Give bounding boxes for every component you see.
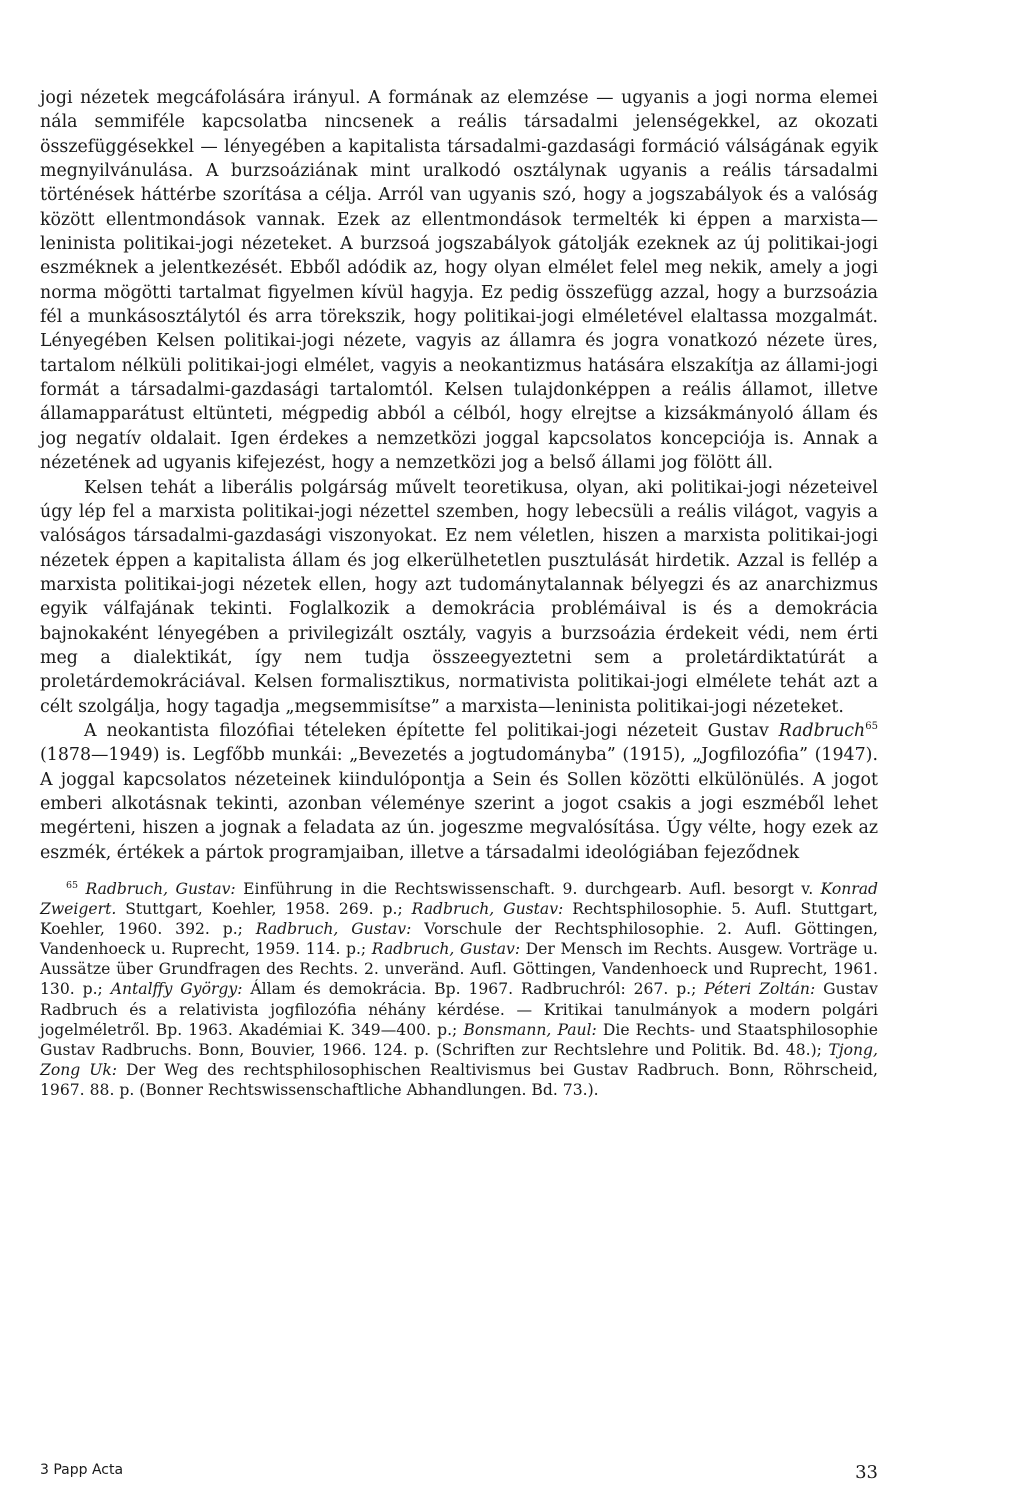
footnote-65	[40, 879, 878, 1100]
footnote-author: Tjong, Zong Uk:	[40, 1040, 878, 1079]
footnote-author: Bonsmann, Paul:	[463, 1020, 597, 1039]
footnote-reference[interactable]: 65	[865, 721, 878, 733]
footnote-author: Péteri Zoltán:	[704, 980, 816, 999]
footnote-author: Radbruch, Gustav:	[255, 920, 412, 939]
page-footer	[40, 1462, 878, 1486]
footnote-text: Állam és demokrácia. Bp. 1967. Radbruchról: 267. p.;	[242, 980, 705, 999]
paragraph-1: jogi nézetek megcáfolására irányul. A formának az elemzése — ugyanis a jogi norma elemei nála semmiféle kapcsolatba nincsenek a reális társadalmi jelenségekkel, az okozati összefüggésekkel — lényegében a kapitalista társadalmi-gazdasági formáció válságának egyik megnyilvánulása. A burzsoáziának mint uralkodó osztálynak ugyanis a reális társadalmi történések háttérbe szorítása a célja. Arról van ugyanis szó, hogy a jogszabályok és a valóság között ellentmondások vannak. Ezek az ellentmondások termelték ki éppen a marxista—leninista politikai-jogi nézeteket. A burzsoá jogszabályok gátolják ezeknek az új politikai-jogi eszméknek a jelentkezését. Ebből adódik az, hogy olyan elmélet felel meg nekik, amely a jogi norma mögötti tartalmat figyelmen kívül hagyja. Ez pedig összefügg azzal, hogy a burzsoázia fél a munkásosztálytól és arra törekszik, hogy politikai-jogi elméletével elaltassa mozgalmát. Lényegében Kelsen politikai-jogi nézete, vagyis az államra és jogra vonatkozó nézete üres, tartalom nélküli politikai-jogi elmélet, vagyis a neokantizmus hatására elszakítja az állami-jogi formát a társadalmi-gazdasági tartalomtól. Kelsen tulajdonképpen a reális államot, illetve államapparátust eltünteti, mégpedig abból a célból, hogy elrejtse a kizsákmányoló állam és jog negatív oldalait. Igen érdekes a nemzetközi joggal kapcsolatos koncepciója is. Annak a nézetének ad ugyanis kifejezést, hogy a nemzetközi jog a belső állami jog fölött áll.	[40, 88, 878, 474]
page-number: 33	[855, 1462, 878, 1483]
footnote-text: Rechtsphilosophie. 5. Aufl. Stuttgart, Koehler, 1960. 392. p.;	[40, 900, 878, 939]
paragraph-3	[40, 719, 878, 865]
paragraph-3-text-a: A neokantista filozófiai tételeken építette fel politikai-jogi nézeteit Gustav	[84, 720, 779, 741]
footnote-text: Einführung in die Rechtswissenschaft. 9. durchgearb. Aufl. besorgt v.	[235, 880, 821, 898]
page-content	[40, 86, 878, 1100]
footnote-author: Konrad Zweigert.	[40, 880, 878, 919]
signature-mark: 3 Papp Acta	[40, 1462, 124, 1478]
footnote-text: Gustav Radbruch és a relativista jogfilozófia néhány kérdése. — Kritikai tanulmányok a modern polgári jogelméletről. Bp. 1963. Akadémiai K. 349—400. p.;	[40, 980, 878, 1039]
footnote-text: Die Rechts- und Staatsphilosophie Gustav Radbruchs. Bonn, Bouvier, 1966. 124. p. (Schriften zur Rechtslehre und Politik. Bd. 48.);	[40, 1020, 878, 1059]
footnote-mark: 65	[66, 879, 79, 891]
footnote-author: Radbruch, Gustav:	[371, 940, 521, 959]
footnote-text: Stuttgart, Koehler, 1958. 269. p.;	[116, 900, 412, 919]
footnote-text: Vorschule der Rechtsphilosophie. 2. Aufl. Göttingen, Vandenhoeck u. Ruprecht, 1959. 114. p.;	[40, 920, 879, 959]
paragraph-3-text-b: (1878—1949) is. Legfőbb munkái: „Bevezetés a jogtudományba” (1915), „Jogfilozófia” (1947). A joggal kapcsolatos nézeteinek kiindulópontja a Sein és Sollen közötti elkülönülés. A jogot emberi alkotásnak tekinti, azonban véleménye szerint a jogot csakis a jogi eszméből lehet megérteni, hiszen a jognak a feladata az ún. jogeszme megvalósítása. Úgy vélte, hogy ezek az eszmék, értékek a pártok programjaiban, illetve a társadalmi ideológiában fejeződnek	[40, 745, 878, 863]
footnote-author: Radbruch, Gustav:	[411, 900, 564, 919]
footnote-text: Der Weg des rechtsphilosophischen Realtivismus bei Gustav Radbruch. Bonn, Röhrscheid, 1967. 88. p. (Bonner Rechtswissenschaftliche Abhandlungen. Bd. 73.).	[40, 1060, 878, 1099]
radbruch-name: Radbruch	[778, 720, 866, 741]
footnote-author: Antalffy György:	[110, 980, 243, 999]
footnote-author: Radbruch, Gustav:	[85, 880, 236, 898]
paragraph-2: Kelsen tehát a liberális polgárság művelt teoretikusa, olyan, aki politikai-jogi nézeteivel úgy lép fel a marxista politikai-jogi nézettel szemben, hogy lebecsüli a reális világot, vagyis a valóságos társadalmi-gazdasági viszonyokat. Ez nem véletlen, hiszen a marxista politikai-jogi nézetek éppen a kapitalista állam és jog elkerülhetetlen pusztulását hirdetik. Azzal is fellép a marxista politikai-jogi nézetek ellen, hogy azt tudománytalannak bélyegzi és az anarchizmus egyik válfajának tekinti. Foglalkozik a demokrácia problémáival is és a demokrácia bajnokaként lényegében a privilegizált osztály, vagyis a burzsoázia érdekeit védi, nem érti meg a dialektikát, így nem tudja összeegyeztetni sem a proletárdiktatúrát a proletárdemokráciával. Kelsen formalisztikus, normativista politikai-jogi elmélete tehát azt a célt szolgálja, hogy tagadja „megsemmisítse” a marxista—leninista politikai-jogi nézeteket.	[40, 477, 878, 717]
footnote-text: Der Mensch im Rechts. Ausgew. Vorträge u. Aussätze über Grundfragen des Rechts. 2. unveränd. Aufl. Göttingen, Vandenhoeck und Ruprecht, 1961. 130. p.;	[40, 940, 878, 999]
